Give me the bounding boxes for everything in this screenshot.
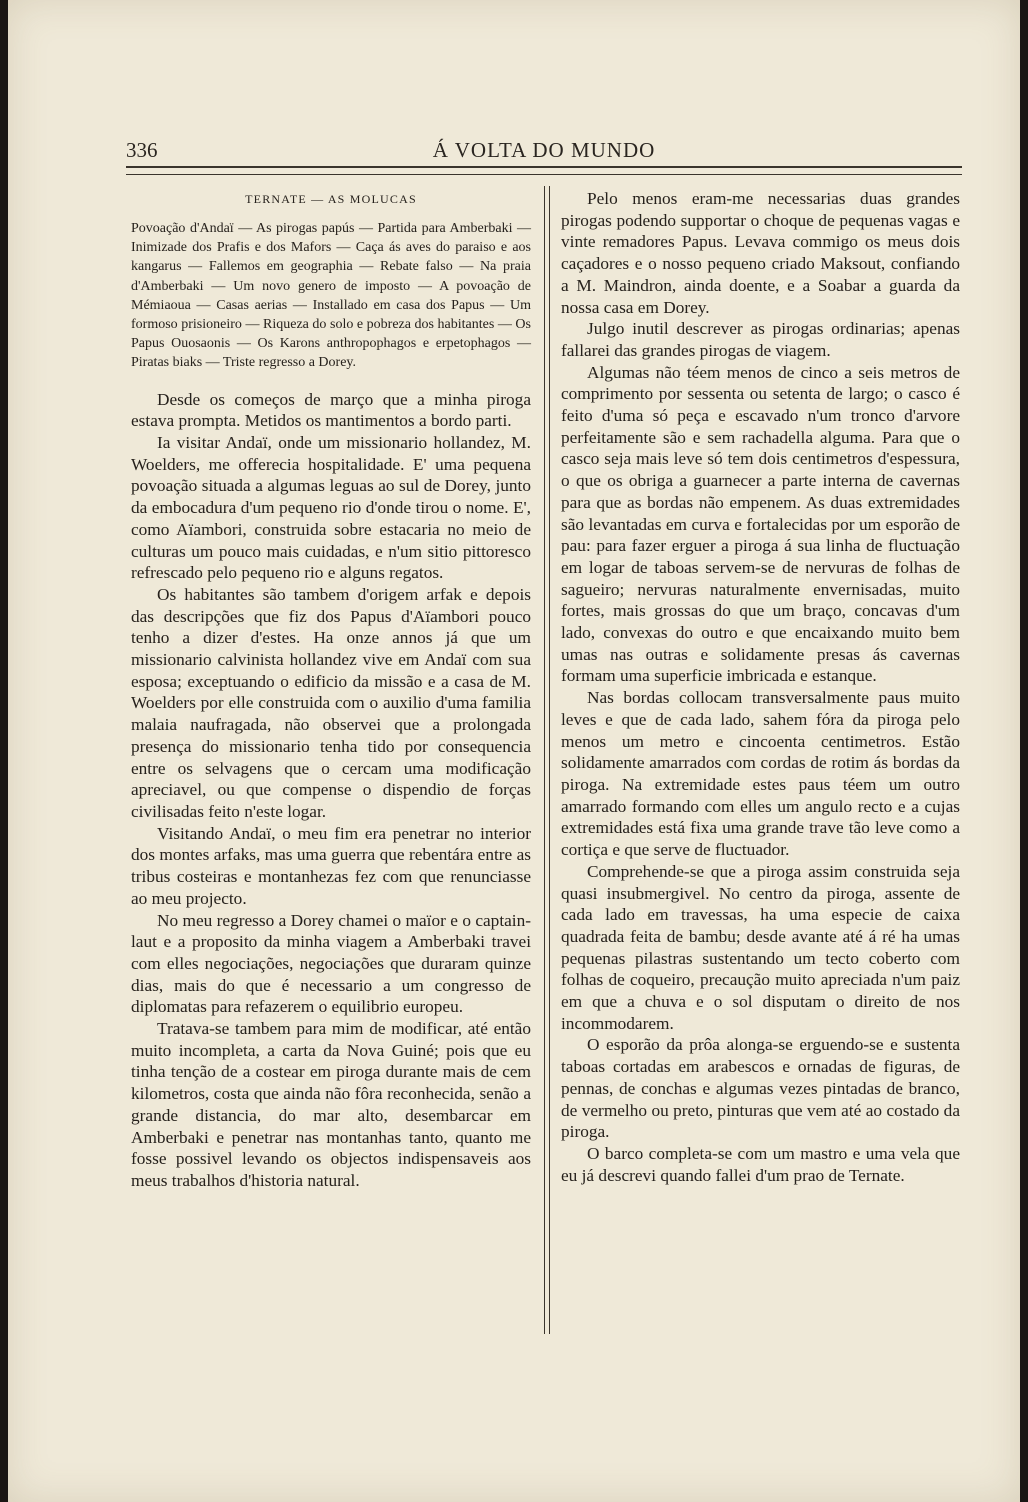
page-header [126,138,962,168]
paragraph: Comprehende-se que a piroga assim construida seja quasi insubmergivel. No centro da piroga, assente de cada lado em travessas, ha uma especie de caixa quadrada feita de bambu; desde avante até á ré ha umas pequenas pilastras sustentando um tecto coberto com folhas de coqueiro, precaução muito apreciada n'um paiz em que a chuva e o sol disputam o direito de nos incommodarem. [561,861,960,1033]
paragraph: Julgo inutil descrever as pirogas ordinarias; apenas fallarei das grandes pirogas de viagem. [561,319,960,360]
paragraph: Visitando Andaï, o meu fim era penetrar no interior dos montes arfaks, mas uma guerra que rebentára entre as tribus costeiras e montanhezas fez com que renunciasse ao meu projecto. [131,823,531,908]
paragraph: Pelo menos eram-me necessarias duas grandes pirogas podendo supportar o choque de pequenas vagas e vinte remadores Papus. Levava commigo os meus dois caçadores e o nosso pequeno criado Maksout, confiando a M. Maindron, ainda doente, e a Soabar a guarda da nossa casa em Dorey. [561,189,960,317]
left-column [131,188,531,1192]
paragraph: No meu regresso a Dorey chamei o maïor e o captain-laut e a proposito da minha viagem a Amberbaki travei com elles negociações, negociações que duraram quinze dias, mais do que é necessario a um congresso de diplomatas para refazerem o equilibrio europeu. [131,910,531,1017]
paragraph: O barco completa-se com um mastro e uma vela que eu já descrevi quando fallei d'um prao de Ternate. [561,1143,960,1185]
column-divider [544,186,550,1334]
paragraph: Desde os começos de março que a minha piroga estava prompta. Metidos os mantimentos a bordo parti. [131,389,531,431]
paragraph: Ia visitar Andaï, onde um missionario hollandez, M. Woelders, me offerecia hospitalidade. E' uma pequena povoação situada a algumas leguas ao sul de Dorey, junto da embocadura d'um pequeno rio d'onde tirou o nome. E', como Aïambori, construida sobre estacaria no meio de culturas um pouco mais cuidadas, e n'um sitio pittoresco refrescado pelo pequeno rio e alguns regatos. [131,433,531,583]
page-number: 336 [126,138,158,162]
paragraph: Os habitantes são tambem d'origem arfak e depois das descripções que fiz dos Papus d'Aïambori pouco tenho a dizer d'estes. Ha onze annos já que um missionario calvinista hollandez vive em Andaï com sua esposa; exceptuando o edificio da missão e a casa de M. Woelders por elle construida com o auxilio d'uma familia malaia naufragada, não observei que a prolongada presença do missionario tenha tido por consequencia entre os selvagens que o cercam uma modificação apreciavel, ou que compense o dispendio de forças civilisadas feito n'este logar. [131,584,531,821]
chapter-summary: Povoação d'Andaï — As pirogas papús — Partida para Amberbaki — Inimizade dos Prafis e dos Mafors — Caça ás aves do paraiso e aos kangarus — Fallemos em geographia — Rebate falso — Na praia d'Amberbaki — Um novo genero de imposto — A povoação de Mémiaoua — Casas aerias — Installado em casa dos Papus — Um formoso prisioneiro — Riqueza do solo e pobreza dos habitantes — Os Papus Ouosaonis — Os Karons anthropophagos e erpetophagos — Piratas biaks — Triste regresso a Dorey. [131,221,531,371]
header-rule [126,166,962,175]
paragraph: O esporão da prôa alonga-se erguendo-se e sustenta taboas cortadas em arabescos e ornadas de figuras, de pennas, de conchas e algumas vezes pintadas de branco, de vermelho ou preto, pinturas que vem até ao costado da piroga. [561,1035,960,1142]
section-title: TERNATE — AS MOLUCAS [245,192,417,206]
paragraph: Tratava-se tambem para mim de modificar, até então muito incompleta, a carta da Nova Guiné; pois que eu tinha tenção de a costear em piroga durante mais de cem kilometros, costa que ainda não fôra reconhecida, senão a grande distancia, do mar alto, desembarcar em Amberbaki e penetrar nas montanhas tanto, quanto me fosse possivel levando os objectos indispensaveis aos meus trabalhos d'historia natural. [131,1019,531,1190]
running-title: Á VOLTA DO MUNDO [432,138,656,162]
paragraph: Nas bordas collocam transversalmente paus muito leves e que de cada lado, sahem fóra da piroga pelo menos um metro e cincoenta centimetros. Estão solidamente amarrados com cordas de rotim ás bordas da piroga. Na extremidade estes paus téem um outro amarrado formando com elles um angulo recto e a cujas extremidades está fixa uma grande trave tão leve como a cortiça e que serve de fluctuador. [561,688,960,860]
paragraph: Algumas não téem menos de cinco a seis metros de comprimento por sessenta ou setenta de largo; o casco é feito d'uma só peça e escavado n'um tronco d'arvore perfeitamente são e sem rachadella alguma. Para que o casco seja mais leve só tem dois centimetros d'espessura, o que os obriga a guarnecer a parte interna de cavernas para que as bordas não empenem. As duas extremidades são levantadas em curva e fortalecidas por um esporão de pau: para fazer erguer a piroga á sua linha de fluctuação em logar de taboas servem-se de nervuras de folhas de sagueiro; nervuras naturalmente envernisadas, muito fortes, mais grossas do que um braço, concavas d'um lado, convexas do outro e que encaixando muito bem umas nas outras e solidamente presas ás cavernas formam uma superficie imbricada e estanque. [561,362,960,686]
right-column [561,188,960,1186]
